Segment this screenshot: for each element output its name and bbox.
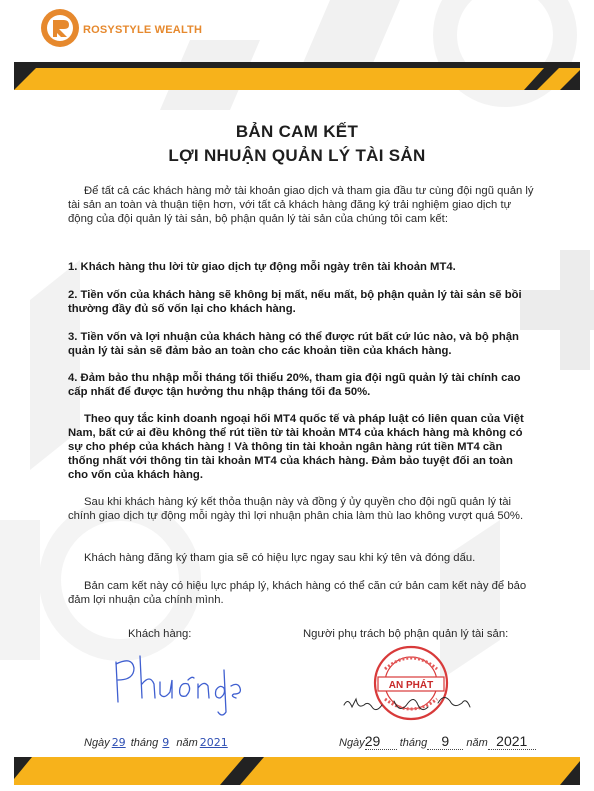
customer-label: Khách hàng: [128,628,192,640]
brand-name: ROSYSTYLE WEALTH [83,24,203,36]
customer-date: Ngày 29 tháng 9 năm 2021 [84,736,228,749]
legal-paragraph: Bản cam kết này có hiệu lực pháp lý, khách hàng có thể căn cứ bản cam kết này để bảo đảm lợi nhuận của chính mình. [68,580,527,606]
commitment-3: 3. Tiền vốn và lợi nhuận của khách hàng có thể được rút bất cứ lúc nào, và bộ phận quản lý tài sản sẽ đảm bảo an toàn cho các khoản tiền của khách hàng. [68,331,519,357]
document-title-line2: LỢI NHUẬN QUẢN LÝ TÀI SẢN [168,146,426,165]
svg-text:AN PHÁT: AN PHÁT [388,680,434,691]
svg-text:Phương: Phương [108,637,167,654]
fee-paragraph: Sau khi khách hàng ký kết thỏa thuận này và đồng ý ủy quyền cho đội ngũ quản lý tài chính giao dịch tự động mỗi ngày thì lợi nhuận phân chia làm thù lao không vượt quá 50%. [68,496,524,522]
manager-signature-and-stamp [338,643,488,731]
document-title-line1: BẢN CAM KẾT [235,122,359,141]
logo-mark-icon [40,8,80,48]
manager-date: Ngày29 tháng 9 năm 2021 [339,733,536,750]
manager-label: Người phụ trách bộ phận quản lý tài sản: [303,628,509,640]
commitment-4: 4. Đảm bảo thu nhập mỗi tháng tối thiểu 20%, tham gia đội ngũ quản lý tài chính cao cấp nhất để được tận hưởng thu nhập tháng tối đa 50%. [68,372,521,398]
commitment-1: 1. Khách hàng thu lời từ giao dịch tự động mỗi ngày trên tài khoản MT4. [68,261,456,273]
red-stamp-icon [375,647,447,719]
rules-paragraph: Theo quy tắc kinh doanh ngoại hối MT4 quốc tế và pháp luật có liên quan của Việt Nam, bất cứ ai đều không thể rút tiền từ tài khoản MT4 của khách hàng mà không có sự cho phép của khách hàng ! Và thông tin tài khoản ngân hàng rút tiền MT4 cần thống nhất với thông tin tài khoản MT4 của khách hàng. Đảm bảo tuyệt đối an toàn cho vốn của khách hàng. [68,413,524,481]
commitment-2: 2. Tiền vốn của khách hàng sẽ không bị mất, nếu mất, bộ phận quản lý tài sản sẽ bồi thường đầy đủ số vốn lại cho khách hàng. [68,289,522,315]
top-stripe-banner [14,62,580,90]
customer-signature [108,637,258,720]
bottom-stripe-banner [14,757,580,785]
intro-paragraph: Để tất cả các khách hàng mở tài khoản giao dịch và tham gia đầu tư cùng đội ngũ quản lý tài sản an toàn và thuận tiện hơn, với tất cả khách hàng đăng ký trải nghiệm giao dịch tự động của đội quản lý tài sản, bộ phận quản lý tài sản của chúng tôi cam kết: [68,185,534,225]
validity-paragraph: Khách hàng đăng ký tham gia sẽ có hiệu lực ngay sau khi ký tên và đóng dấu. [84,552,476,564]
brand-logo [40,8,202,48]
